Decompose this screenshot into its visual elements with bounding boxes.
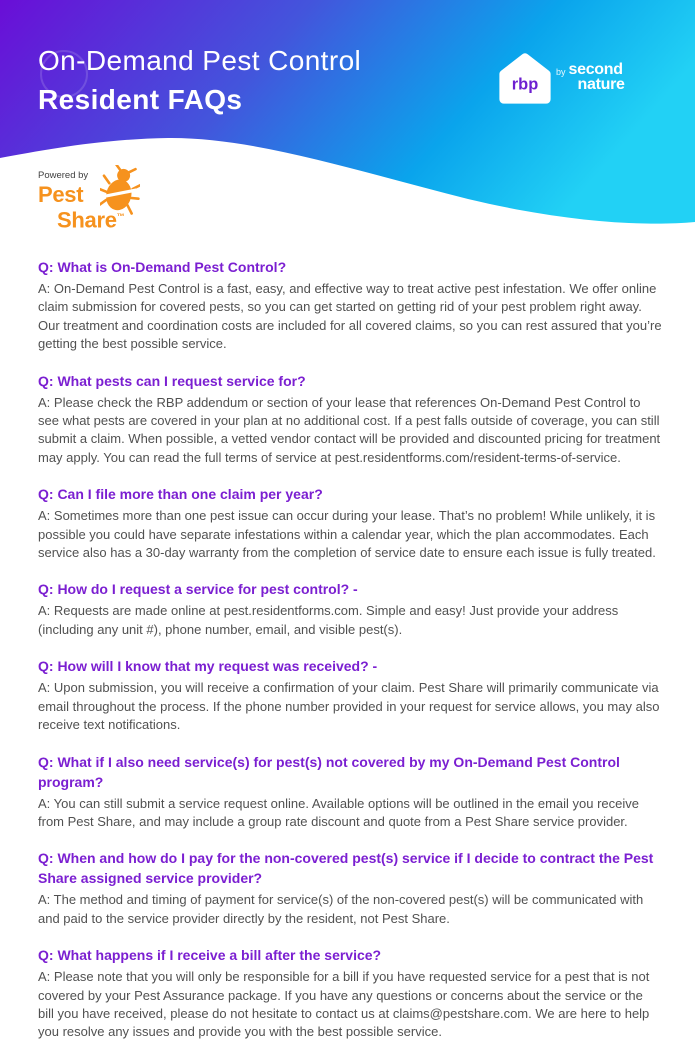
header-banner: [0, 0, 695, 240]
powered-by-label: Powered by: [38, 170, 89, 181]
faq-answer: A: Upon submission, you will receive a confirmation of your claim. Pest Share will primarily communicate via email throughout the process. If the phone number provided in your request for service allows, you may also receive text notifications.: [38, 680, 660, 733]
pest-share-word-pest: Pest: [38, 182, 84, 207]
second-nature-wordmark: [569, 62, 625, 92]
rbp-logo-icon: [496, 50, 554, 108]
faq-question: Q: What happens if I receive a bill after the service?: [38, 947, 382, 964]
brand-line-second: second: [568, 61, 623, 78]
faq-content: [0, 257, 695, 1042]
faq-question: Q: What pests can I request service for?: [38, 372, 306, 389]
faq-question: Q: What if I also need service(s) for pest(s) not covered by my On-Demand Pest Control program?: [38, 753, 620, 790]
faq-answer: A: Sometimes more than one pest issue can occur during your lease. That’s no problem! While unlikely, it is possible you could have separate infestations within a calendar year, which the plan accommodates. Each service also has a 30-day warranty from the completion of service date to ensure each issue is fully treated.: [38, 508, 656, 561]
faq-question: Q: How do I request a service for pest control? -: [38, 581, 358, 598]
faq-item: [38, 579, 662, 639]
faq-item: [38, 371, 662, 468]
faq-answer: A: Please check the RBP addendum or section of your lease that references On-Demand Pest Control to see what pests are covered in your plan at no additional cost. If a pest falls outside of coverage, you can still submit a claim. When possible, a vetted vendor contact will be provided and discounted pricing for treatment may apply. You can read the full terms of service at pest.residentforms.com/resident-terms-of-service.: [38, 394, 661, 465]
faq-item: [38, 484, 662, 562]
faq-item: [38, 752, 662, 832]
brand-line-nature: nature: [577, 76, 625, 93]
second-nature-logo: [556, 62, 625, 92]
page-title: [38, 44, 361, 117]
by-label: by: [556, 67, 566, 77]
title-line-2: Resident FAQs: [38, 84, 243, 115]
trademark-symbol: ™: [116, 212, 125, 221]
rbp-logo-text: rbp: [511, 75, 539, 94]
faq-item: [38, 945, 662, 1042]
faq-answer: A: The method and timing of payment for service(s) of the non-covered pest(s) will be communicated with and paid to the service provider directly by the resident, not Pest Share.: [38, 892, 644, 926]
faq-question: Q: Can I file more than one claim per year?: [38, 486, 323, 503]
pest-share-logo: [38, 170, 188, 240]
faq-item: [38, 848, 662, 928]
faq-answer: A: Please note that you will only be responsible for a bill if you have requested service for a pest that is not covered by your Pest Assurance package. If you have any questions or concerns about the service or the bill you have received, please do not hesitate to contact us at claims@pestshare.com. We are here to help you resolve any issues and provide you with the best possible service.: [38, 969, 650, 1040]
faq-answer: A: On-Demand Pest Control is a fast, easy, and effective way to treat active pest infestation. We offer online claim submission for covered pests, so you can get started on getting rid of your pest problem right away. Our treatment and coordination costs are included for all covered claims, so you can rest assured that you’re getting the best possible service.: [38, 281, 662, 352]
bug-icon: [100, 165, 140, 215]
faq-item: [38, 257, 662, 354]
faq-item: [38, 656, 662, 734]
faq-question: Q: How will I know that my request was received? -: [38, 658, 378, 675]
share-text: Share: [57, 207, 117, 233]
faq-question: Q: When and how do I pay for the non-covered pest(s) service if I decide to contract the Pest Share assigned service provider?: [38, 850, 654, 887]
faq-answer: A: Requests are made online at pest.residentforms.com. Simple and easy! Just provide your address (including any unit #), phone number, email, and visible pest(s).: [38, 603, 619, 637]
faq-question: Q: What is On-Demand Pest Control?: [38, 259, 287, 275]
title-line-1: On-Demand Pest Control: [38, 45, 362, 76]
faq-answer: A: You can still submit a service request online. Available options will be outlined in the email you receive from Pest Share, and may include a group rate discount and quote from a Pest Share service provider.: [38, 795, 639, 829]
